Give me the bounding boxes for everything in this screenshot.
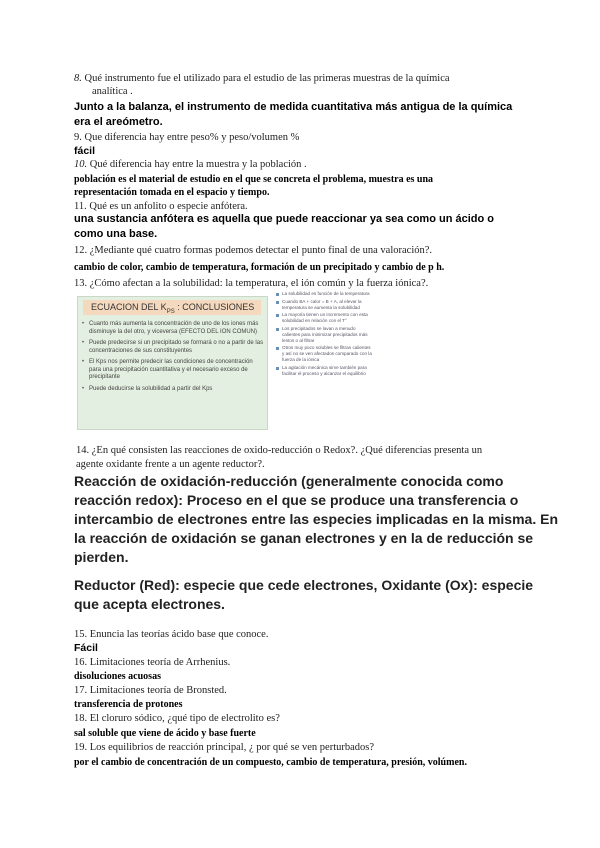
list-item: • El Kps nos permite predecir las condiciones de concentración para una precipitación cuantitativa y el necesario exceso de precipitante (82, 359, 264, 382)
list-item: Los precipitados se lavan a menudo calientes para minimizar precipitados más lentos o al filtrar (276, 326, 372, 343)
list-item: La solubilidad es función de la temperatura (276, 291, 372, 297)
answer-11-line2: como una base. (74, 228, 158, 240)
ksp-conclusions-figure (77, 296, 268, 430)
question-16: 16. Limitaciones teoría de Arrhenius. (74, 657, 231, 668)
ksp-conclusions-title: ECUACION DEL $K_{PS}$ : CONCLUSIONES (83, 300, 261, 315)
question-10 (74, 158, 307, 171)
list-item: La agitación mecánica sirve también para facilitar el proceso y alcanzar el equilibrio (276, 365, 372, 377)
question-15: 15. Enuncia las teorías ácido base que conoce. (74, 629, 269, 640)
answer-14-paragraph-line5: pierden. (74, 549, 129, 565)
list-item: La mayoría tienen un incremento con esta solubilidad en relación con el T° (276, 312, 372, 324)
list-item: • Cuanto más aumenta la concentración de uno de los iones más disminuye la del otro, y viceversa (EFECTO DEL ION COMUN) (82, 321, 264, 336)
answer-9: fácil (74, 145, 96, 157)
answer-8-line2: era el areómetro. (74, 116, 163, 128)
question-14-line1: 14. ¿En qué consisten las reacciones de oxido-reducción o Redox?. ¿Qué diferencias presenta un (76, 445, 483, 456)
list-item: • Puede predecirse si un precipitado se formará o no a partir de las concentraciones de sus constituyentes (82, 340, 264, 355)
question-9: 9. Que diferencia hay entre peso% y peso/volumen % (74, 132, 300, 143)
ksp-conclusions-list (82, 321, 264, 397)
solubility-temperature-figure (276, 291, 372, 431)
answer-14-paragraph-line1: Reacción de oxidación-reducción (generalmente conocida como (74, 473, 504, 489)
answer-17: transferencia de protones (74, 699, 183, 710)
question-19: 19. Los equilibrios de reacción principal, ¿ por qué se ven perturbados? (74, 742, 375, 753)
answer-14-paragraph-line2: reacción redox): Proceso en el que se produce una transferencia o (74, 492, 519, 508)
question-8 (74, 72, 450, 85)
answer-14-paragraph-line3: intercambio de electrones entre las especies implicadas en la misma. En (74, 511, 558, 527)
answer-18: sal soluble que viene de ácido y base fuerte (74, 728, 256, 739)
question-14-line2: agente oxidante frente a un agente reductor?. (76, 459, 265, 470)
question-11: 11. Qué es un anfolito o especie anfótera. (74, 201, 248, 212)
question-8-text-cont: analítica . (92, 86, 133, 97)
answer-14-reductor-line1: Reductor (Red): especie que cede electrones, Oxidante (Ox): especie (74, 577, 534, 593)
question-10-number: 10. (74, 159, 88, 170)
question-12: 12. ¿Mediante qué cuatro formas podemos detectar el punto final de una valoración?. (74, 245, 433, 256)
answer-12: cambio de color, cambio de temperatura, formación de un precipitado y cambio de p h. (74, 262, 445, 273)
list-item: Otros muy poco solubles se filtran calientes y así no se ven afectados comparado con la fuerza de la iónica (276, 345, 372, 362)
answer-10-line1: población es el material de estudio en el que se concreta el problema, muestra es una (74, 174, 434, 185)
answer-10-line2: representación tomada en el espacio y tiempo. (74, 187, 270, 198)
question-17: 17. Limitaciones teoría de Bronsted. (74, 685, 227, 696)
answer-19: por el cambio de concentración de un compuesto, cambio de temperatura, presión, volúmen. (74, 757, 467, 768)
question-10-text: Qué diferencia hay entre la muestra y la población . (89, 159, 307, 170)
answer-11-line1: una sustancia anfótera es aquella que puede reaccionar ya sea como un ácido o (74, 213, 494, 225)
question-8-text: Qué instrumento fue el utilizado para el estudio de las primeras muestras de la química (84, 73, 450, 84)
answer-8-line1: Junto a la balanza, el instrumento de medida cuantitativa más antigua de la química (74, 101, 513, 113)
question-13: 13. ¿Cómo afectan a la solubilidad: la temperatura, el ión común y la fuerza iónica?. (74, 278, 429, 289)
question-18: 18. El cloruro sódico, ¿qué tipo de electrolito es? (74, 713, 280, 724)
answer-14-reductor-line2: que acepta electrones. (74, 596, 225, 612)
question-8-number: 8. (74, 73, 82, 84)
answer-16: disoluciones acuosas (74, 671, 161, 682)
answer-14-paragraph-line4: la reacción de oxidación se ganan electrones y en la de reducción se (74, 530, 534, 546)
answer-15: Fácil (74, 642, 98, 654)
solubility-temperature-list (276, 291, 372, 376)
list-item: Cuando BA + calor = B + A, al elevar la temperatura se aumenta la solubilidad (276, 299, 372, 311)
list-item: • Puede deducirse la solubilidad a partir del Kps (82, 386, 264, 394)
